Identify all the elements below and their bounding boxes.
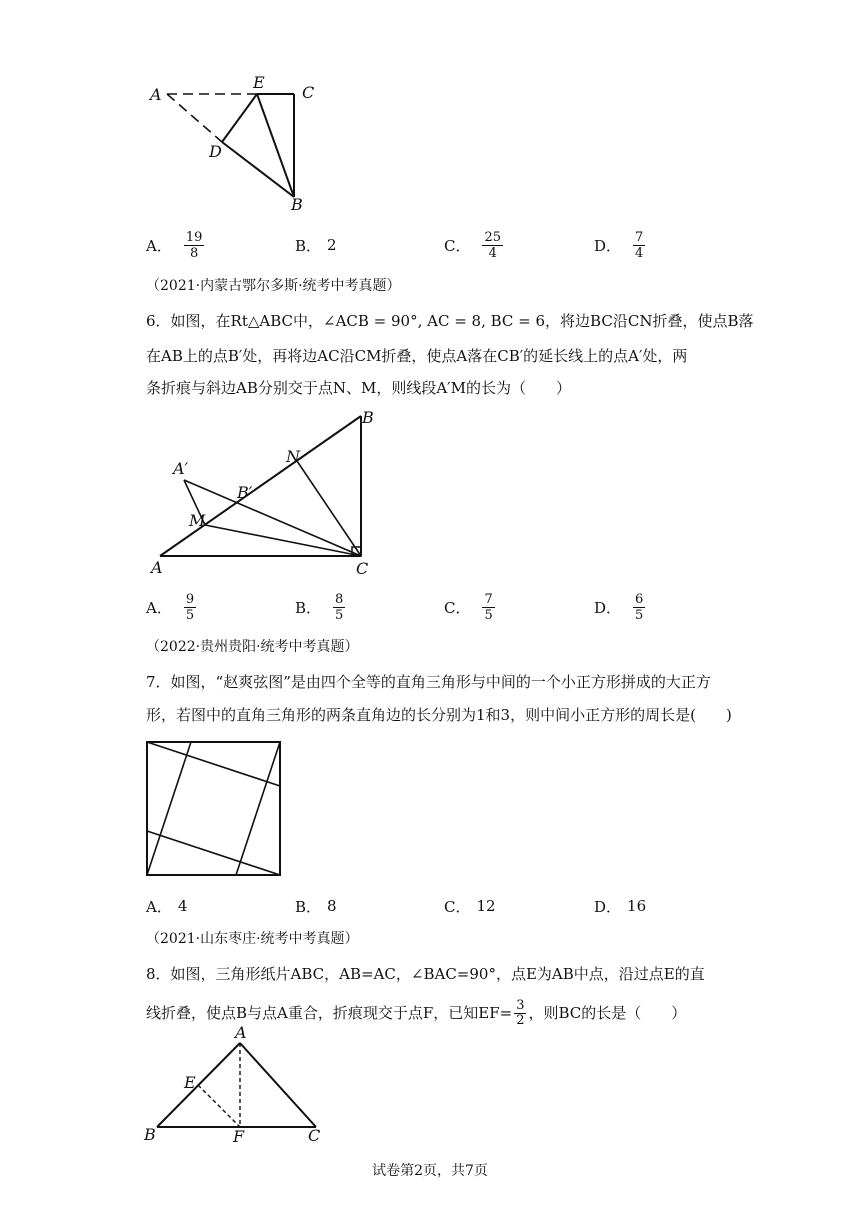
ef-fraction: $\frac{3}{2}$ (516, 997, 525, 1028)
q6-line-3: 条折痕与斜边AB分别交于点N、M，则线段A′M的长为（ ） (146, 379, 571, 397)
label-b: B (291, 195, 303, 214)
q6-line-1: 6．如图，在Rt△ABC中，∠ACB = 90°, AC = 8, BC = 6，将边BC沿CN折叠，使点B落 (146, 312, 754, 330)
q6-option-c[interactable]: C． $\frac{7}{5}$ (444, 591, 493, 623)
label-a-prime: A′ (173, 459, 189, 478)
q8-source: （2021·山东枣庄·统考中考真题） (146, 931, 359, 947)
label-c: C (302, 83, 315, 102)
q5-option-b[interactable]: B． 2 (295, 236, 337, 255)
q7-option-b[interactable]: B． 8 (295, 897, 337, 916)
q6-option-b[interactable]: B． $\frac{8}{5}$ (295, 591, 344, 623)
q8-line-1: 8．如图，三角形纸片ABC，AB=AC，∠BAC=90°，点E为AB中点，沿过点E的直 (146, 965, 705, 983)
q6-line-2: 在AB上的点B′处，再将边AC沿CM折叠，使点A落在CB′的延长线上的点A′处，两 (146, 347, 688, 365)
q7-source: （2022·贵州贵阳·统考中考真题） (146, 639, 359, 655)
q7-line-2: 形，若图中的直角三角形的两条直角边的长分别为1和3，则中间小正方形的周长是( ) (146, 706, 732, 724)
q6-source: （2021·内蒙古鄂尔多斯·统考中考真题） (146, 278, 401, 294)
label-b: B (144, 1125, 156, 1144)
q5-option-d[interactable]: D． $\frac{7}{4}$ (594, 229, 644, 261)
label-a: A (235, 1023, 247, 1042)
label-n: N (286, 447, 300, 466)
label-e: E (184, 1073, 196, 1092)
q7-option-d[interactable]: D． 16 (594, 897, 647, 916)
page-footer: 试卷第2页，共7页 (372, 1163, 488, 1179)
q5-option-a[interactable]: A． $\frac{19}{8}$ (146, 229, 203, 261)
label-m: M (189, 511, 206, 530)
q5-option-c[interactable]: C． $\frac{25}{4}$ (444, 229, 502, 261)
label-b: B (362, 408, 374, 427)
q6-option-d[interactable]: D． $\frac{6}{5}$ (594, 591, 644, 623)
label-a: A (151, 558, 163, 577)
label-c: C (308, 1126, 321, 1145)
q7-line-1: 7．如图，“赵爽弦图”是由四个全等的直角三角形与中间的一个小正方形拼成的大正方 (146, 673, 711, 691)
label-b-prime: B′ (237, 483, 253, 502)
label-c: C (356, 559, 369, 578)
label-a: A (150, 85, 162, 104)
q7-option-a[interactable]: A． 4 (146, 897, 188, 916)
q6-option-a[interactable]: A． $\frac{9}{5}$ (146, 591, 195, 623)
label-d: D (209, 142, 222, 161)
label-e: E (253, 73, 265, 92)
q7-option-c[interactable]: C． 12 (444, 897, 496, 916)
q8-line-2: 线折叠，使点B与点A重合，折痕现交于点F，已知EF= $\frac{3}{2}$ ，则BC的长是（ ） (146, 997, 687, 1028)
label-f: F (233, 1127, 245, 1146)
